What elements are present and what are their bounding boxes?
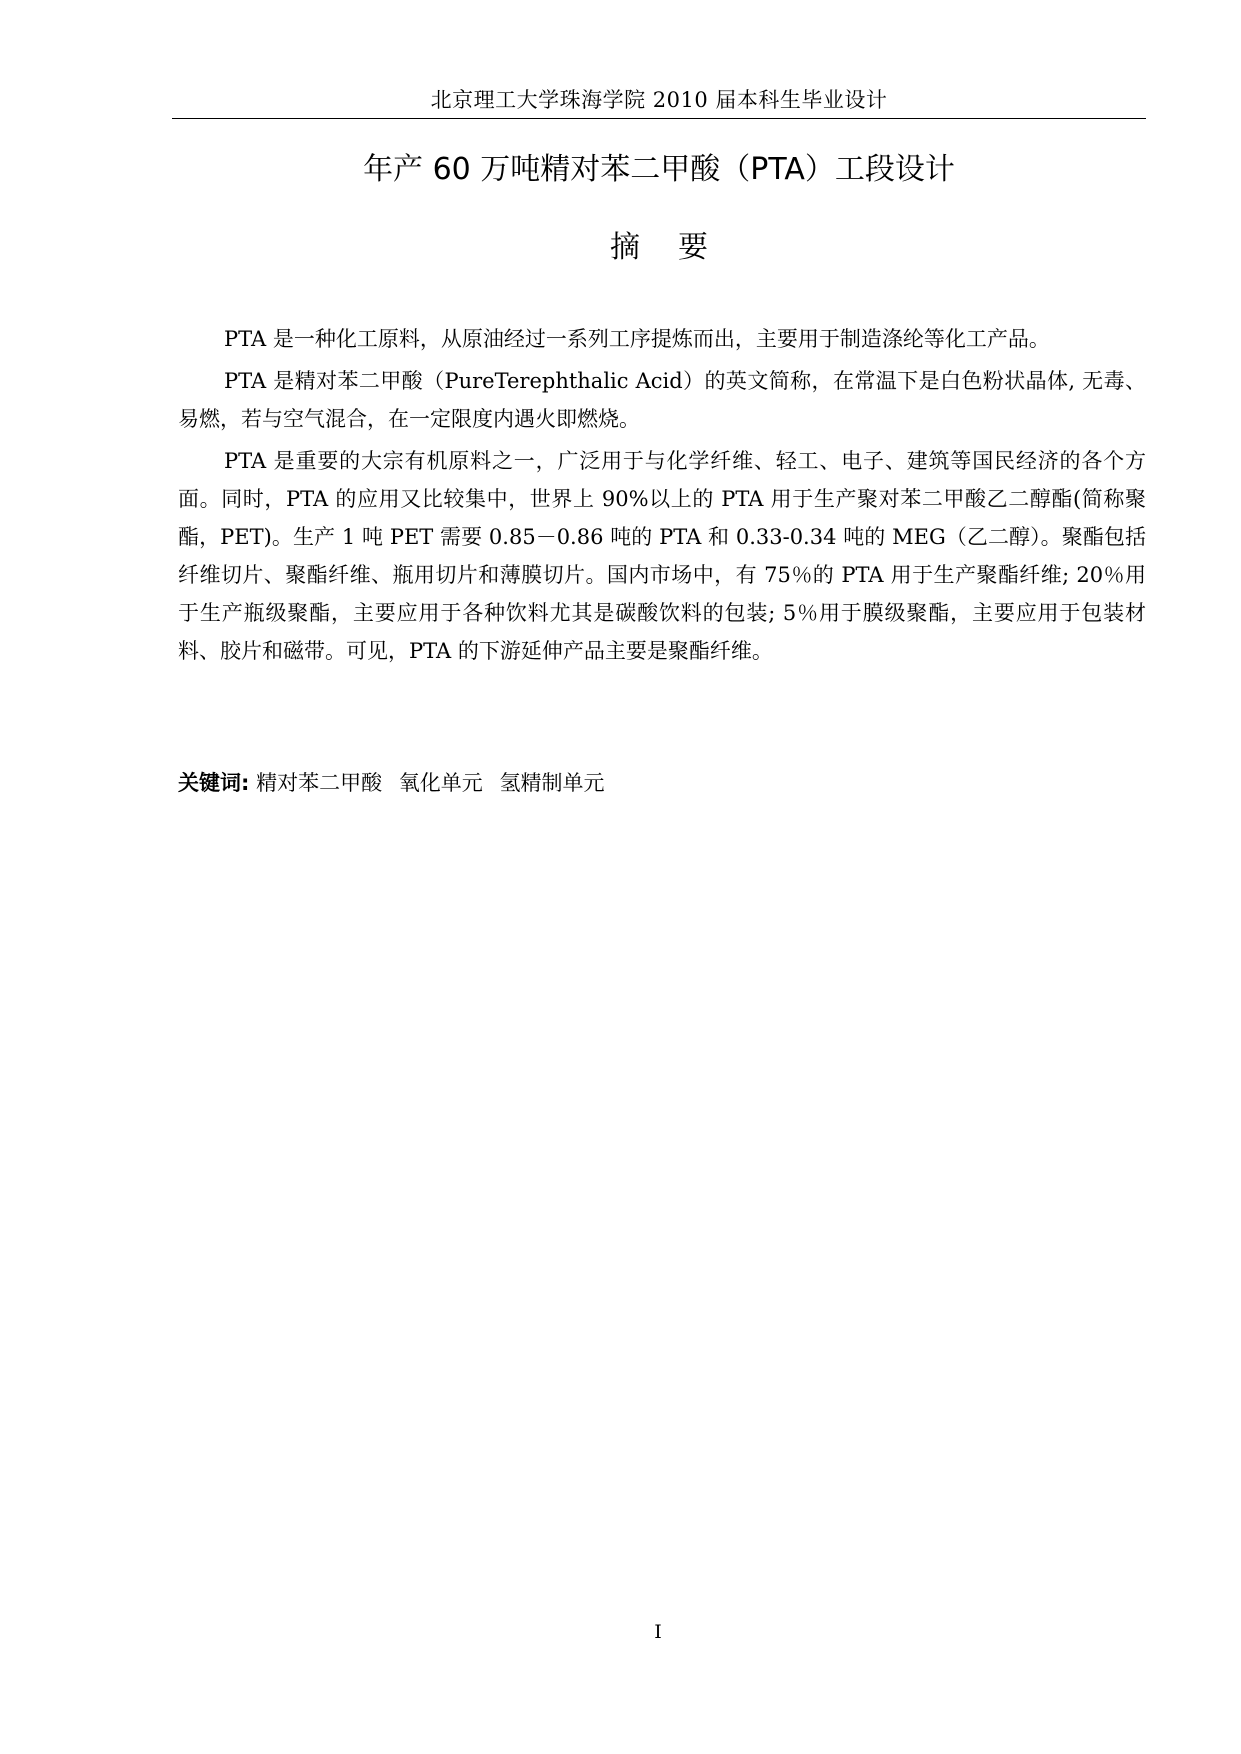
abstract-heading: 摘要 — [610, 230, 746, 265]
keyword-item: 氢精制单元 — [499, 771, 605, 795]
keywords-line — [178, 764, 1146, 802]
abstract-paragraph: PTA 是精对苯二甲酸（PureTerephthalic Acid）的英文简称，在常温下是白色粉状晶体, 无毒、易燃，若与空气混合，在一定限度内遇火即燃烧。 — [178, 369, 1146, 431]
keywords-label: 关键词: — [178, 771, 250, 795]
page-number: I — [654, 1621, 662, 1643]
abstract-body — [178, 320, 1146, 674]
abstract-paragraph: PTA 是重要的大宗有机原料之一，广泛用于与化学纤维、轻工、电子、建筑等国民经济的各个方面。同时，PTA 的应用又比较集中，世界上 90%以上的 PTA 用于生产聚对苯二甲酸乙二醇酯(简称聚酯，PET)。生产 1 吨 PET 需要 0.85－0.86 吨的 PTA 和 0.33-0.34 吨的 MEG（乙二醇）。聚酯包括纤维切片、聚酯纤维、瓶用切片和薄膜切片。国内市场中，有 75％的 PTA 用于生产聚酯纤维; 20％用于生产瓶级聚酯，主要应用于各种饮料尤其是碳酸饮料的包装; 5％用于膜级聚酯，主要应用于包装材料、胶片和磁带。可见，PTA 的下游延伸产品主要是聚酯纤维。 — [178, 449, 1146, 663]
header-divider — [172, 118, 1146, 119]
keyword-item: 氧化单元 — [398, 771, 483, 795]
running-header: 北京理工大学珠海学院 2010 届本科生毕业设计 — [430, 88, 888, 112]
keyword-item: 精对苯二甲酸 — [256, 771, 383, 795]
document-title: 年产 60 万吨精对苯二甲酸（PTA）工段设计 — [363, 152, 955, 187]
abstract-paragraph: PTA 是一种化工原料，从原油经过一系列工序提炼而出，主要用于制造涤纶等化工产品。 — [224, 327, 1050, 351]
